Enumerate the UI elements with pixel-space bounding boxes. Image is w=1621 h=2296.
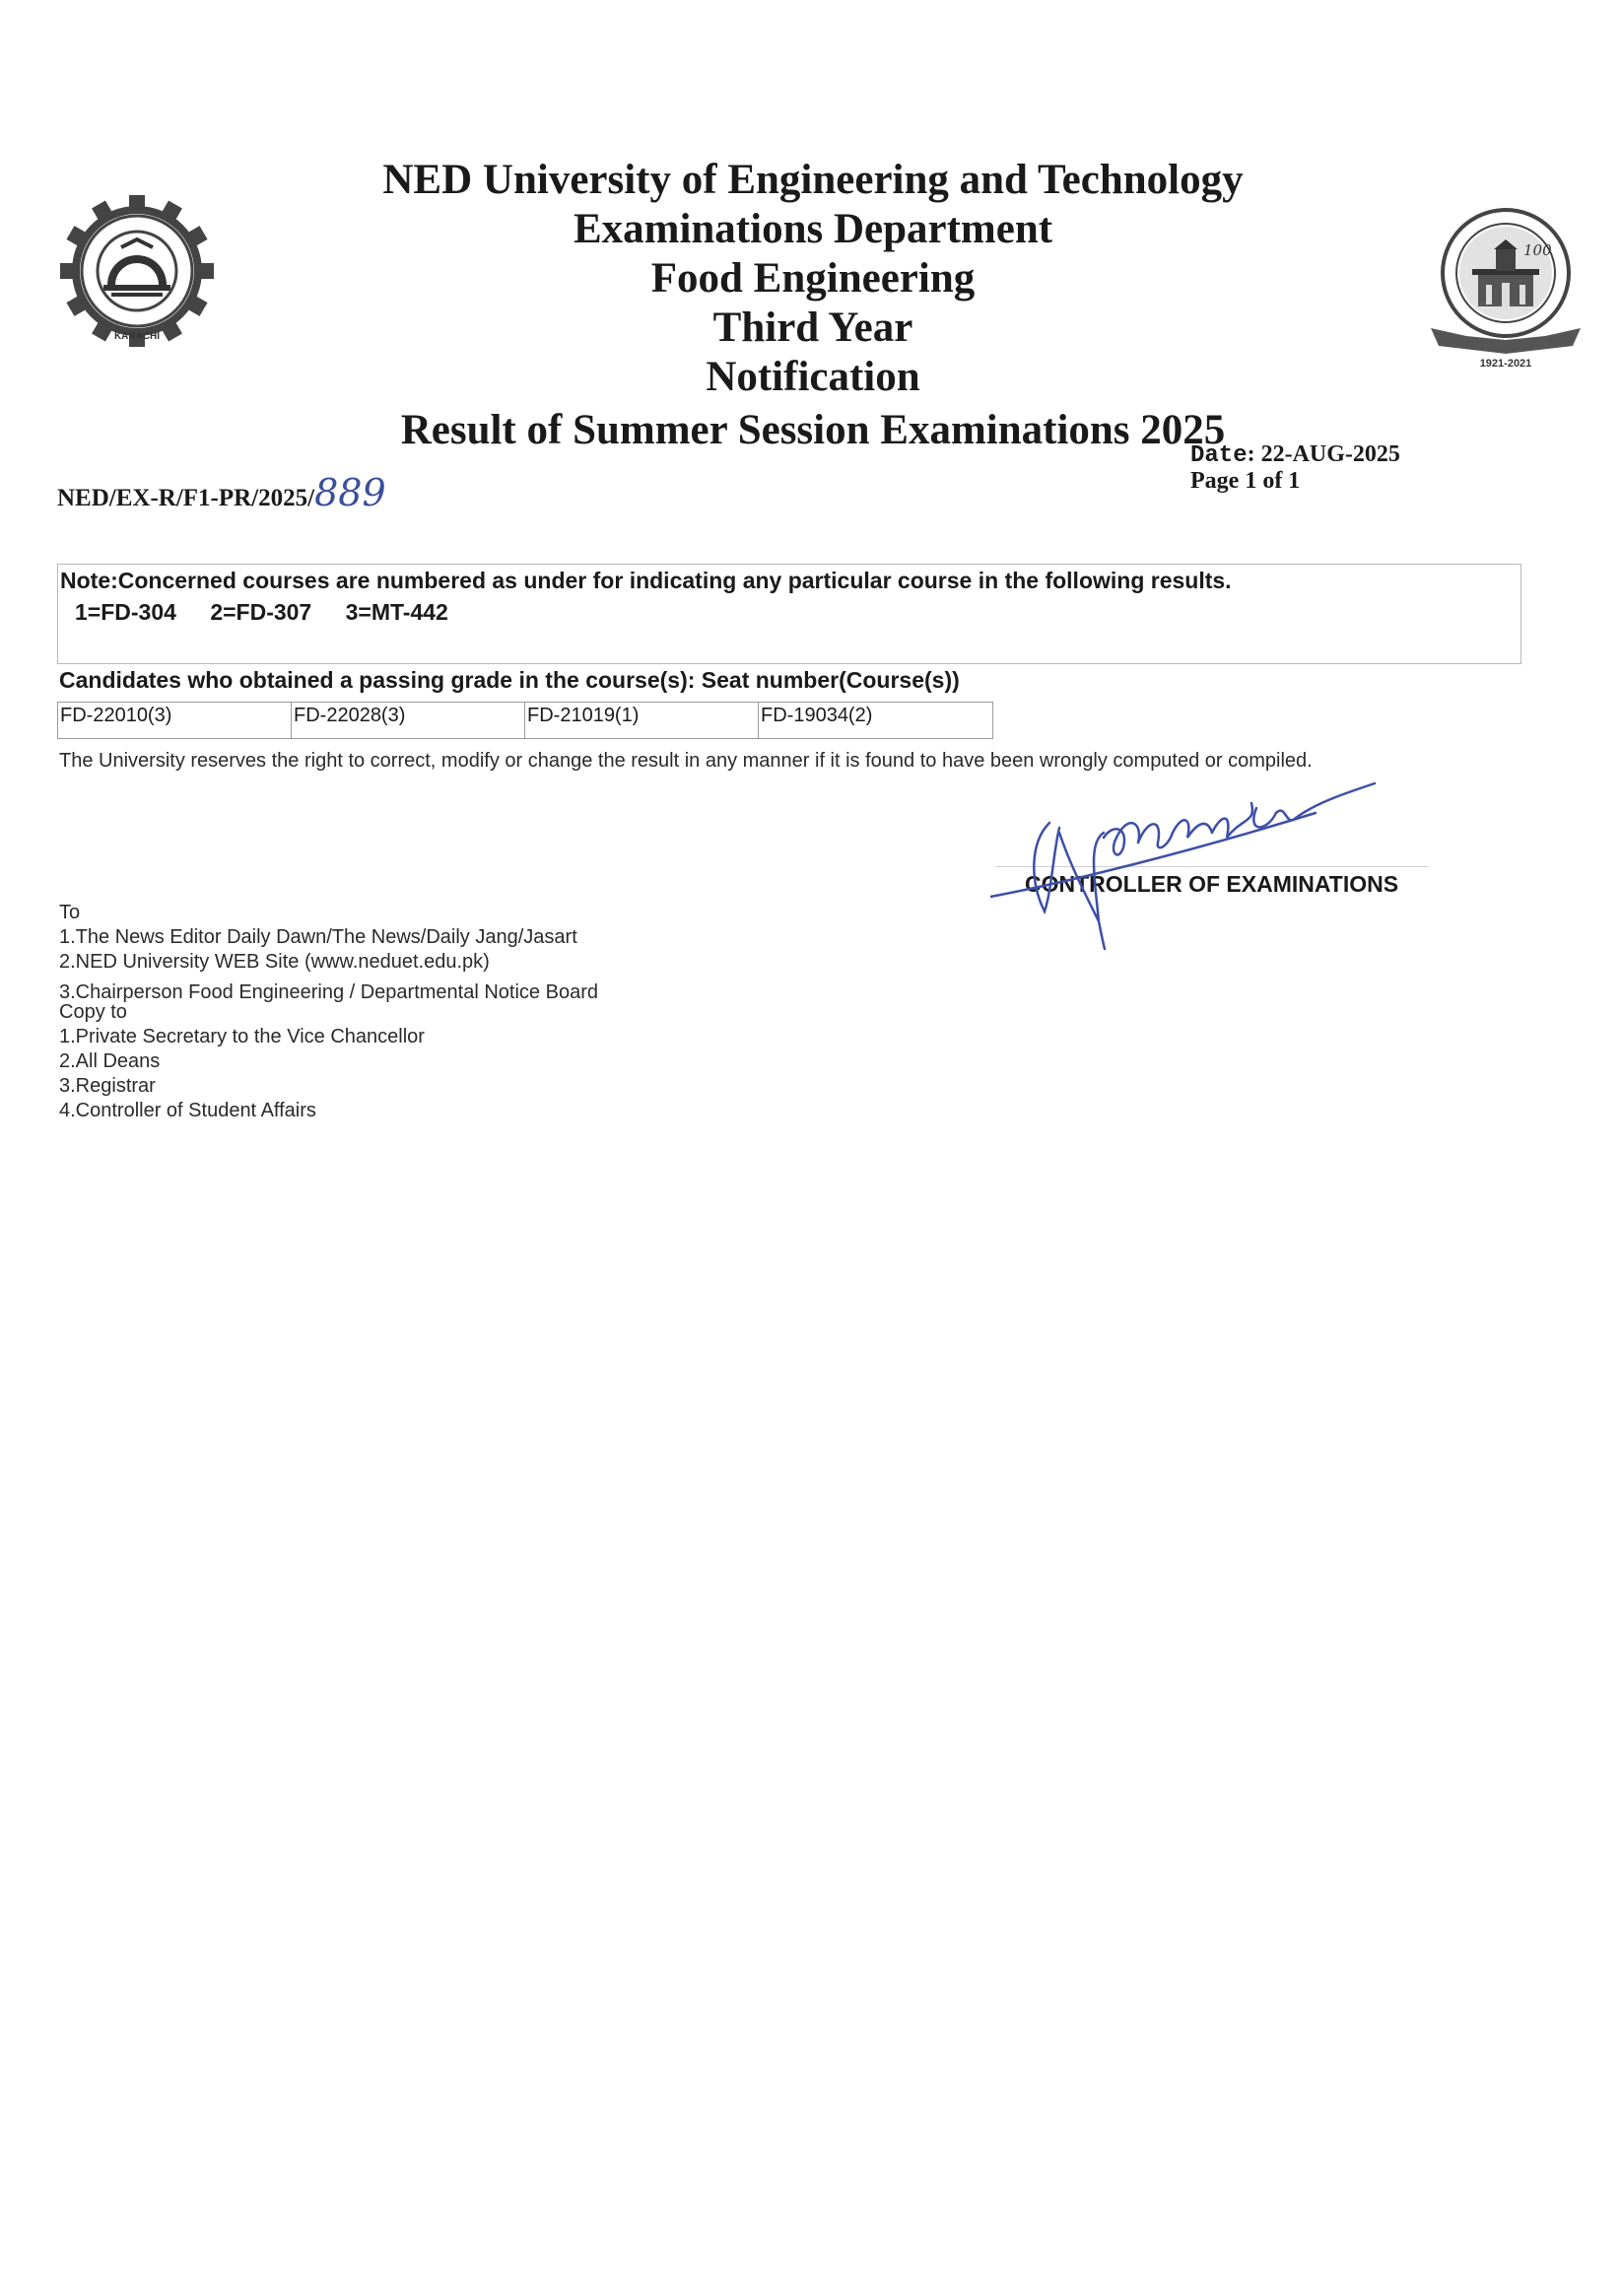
left-logo-text: KARACHI [113, 331, 161, 342]
document-type: Notification [706, 354, 920, 400]
distribution-copy [59, 1000, 425, 1123]
recipient-item: 2.NED University WEB Site (www.neduet.edu.pk) [59, 951, 490, 973]
controller-title: CONTROLLER OF EXAMINATIONS [1025, 871, 1399, 897]
ned-university-gear-seal-icon [57, 195, 217, 347]
distribution-to [59, 901, 598, 1005]
seat-number-table [57, 702, 993, 739]
recipient-item: 1.The News Editor Daily Dawn/The News/Daily Jang/Jasart [59, 926, 577, 948]
page-number: Page 1 of 1 [1190, 468, 1301, 494]
to-label: To [59, 902, 81, 923]
course-item: 3=MT-442 [345, 599, 448, 625]
note-text: Note:Concerned courses are numbered as under for indicating any particular course in the following results. [60, 568, 1232, 593]
svg-text:100: 100 [1523, 241, 1552, 259]
year-title: Third Year [712, 304, 913, 351]
date-line [1190, 440, 1400, 469]
copy-item: 2.All Deans [59, 1050, 161, 1072]
copy-label: Copy to [59, 1001, 127, 1023]
date-value: : 22-AUG-2025 [1247, 441, 1400, 467]
course-item: 1=FD-304 [75, 599, 176, 625]
program-name: Food Engineering [650, 255, 976, 302]
reference-prefix: NED/EX-R/F1-PR/2025/ [57, 485, 315, 511]
seat-number-cell: FD-21019(1) [525, 703, 759, 738]
university-name: NED University of Engineering and Technology [382, 157, 1244, 203]
copy-item: 4.Controller of Student Affairs [59, 1100, 316, 1121]
recipient-item: 3.Chairperson Food Engineering / Departmental Notice Board [59, 981, 598, 1003]
seat-number-cell: FD-19034(2) [761, 705, 873, 726]
handwritten-reference-number: 889 [314, 471, 386, 514]
seat-number-cell: FD-22028(3) [292, 703, 525, 738]
disclaimer-text: The University reserves the right to correct, modify or change the result in any manner if it is found to have been wrongly computed or compiled. [59, 750, 1313, 772]
copy-item: 1.Private Secretary to the Vice Chancellor [59, 1026, 425, 1047]
result-title: Result of Summer Session Examinations 2025 [400, 407, 1226, 453]
passing-candidates-title: Candidates who obtained a passing grade in the course(s): Seat number(Course(s)) [59, 667, 960, 693]
handwritten-signature [990, 774, 1385, 951]
document-heading [296, 156, 1330, 455]
reference-number [57, 471, 386, 514]
seat-number-cell: FD-22010(3) [58, 703, 292, 738]
department-name: Examinations Department [573, 206, 1053, 252]
copy-item: 3.Registrar [59, 1075, 156, 1097]
course-list [75, 599, 474, 626]
ned-centenary-seal-icon [1427, 202, 1585, 370]
date-label: Date [1190, 442, 1248, 469]
course-item: 2=FD-307 [210, 599, 312, 625]
right-logo-text: 1921-2021 [1479, 358, 1532, 370]
